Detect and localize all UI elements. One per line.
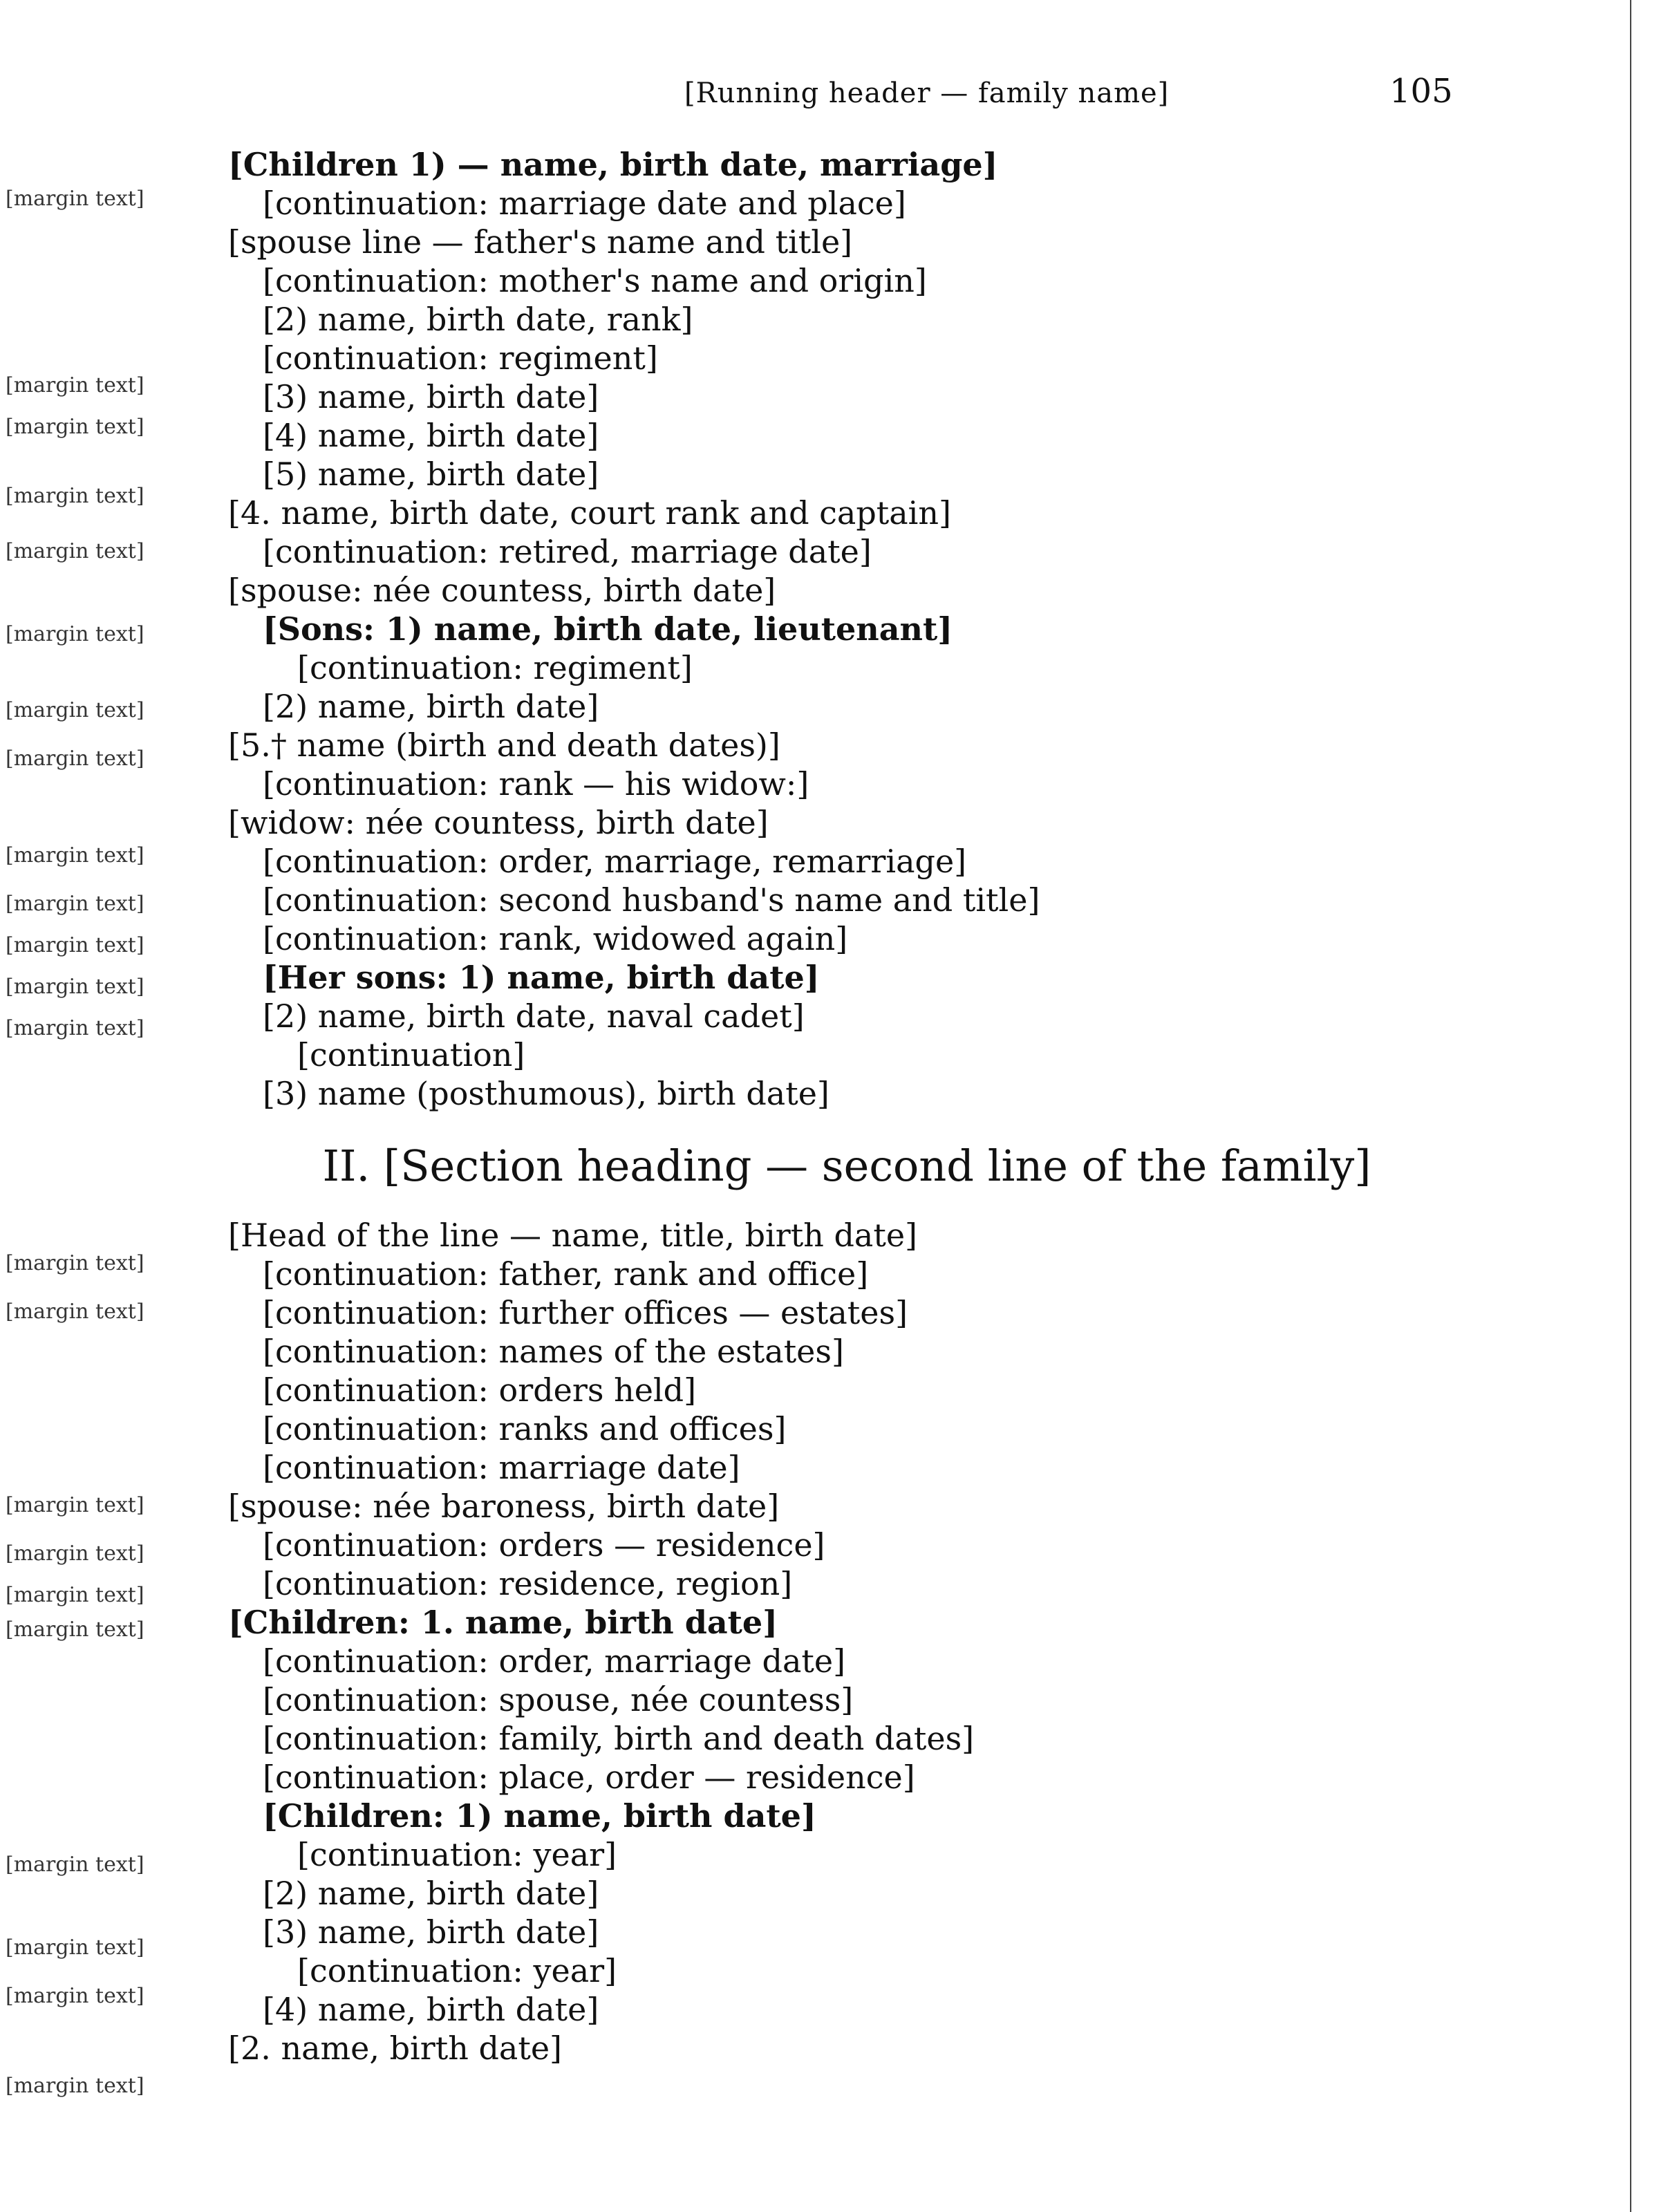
text-line: [5) name, birth date]: [263, 456, 599, 493]
text-line: [continuation: year]: [297, 1952, 617, 1989]
margin-text: [margin text]: [6, 1493, 144, 1517]
text-line: [continuation: family, birth and death dates]: [263, 1720, 975, 1757]
margin-text: [margin text]: [6, 1541, 144, 1566]
margin-text: [margin text]: [6, 1016, 144, 1040]
running-header: [Running header — family name]: [684, 77, 1170, 109]
text-line: [continuation: father, rank and office]: [263, 1255, 869, 1293]
text-line: [Sons: 1) name, birth date, lieutenant]: [263, 610, 953, 648]
margin-text: [margin text]: [6, 1853, 144, 1877]
page-body: [228, 145, 1465, 2068]
text-line: [continuation: year]: [297, 1836, 617, 1873]
text-line: [continuation: ranks and offices]: [263, 1410, 787, 1447]
text-line: [2) name, birth date, rank]: [263, 301, 693, 338]
margin-text: [margin text]: [6, 975, 144, 999]
text-line: [continuation: order, marriage, remarriage]: [263, 843, 967, 880]
text-line: [continuation: order, marriage date]: [263, 1642, 846, 1680]
margin-text: [margin text]: [6, 187, 144, 211]
text-line: [continuation: orders held]: [263, 1371, 697, 1409]
text-line: [2) name, birth date]: [263, 1875, 599, 1912]
text-line: [continuation: names of the estates]: [263, 1333, 844, 1370]
text-line: [spouse line — father's name and title]: [228, 223, 853, 261]
right-page-edge: [1630, 0, 1659, 2212]
page-number: 105: [1389, 72, 1453, 111]
margin-text: [margin text]: [6, 933, 144, 957]
text-line: [2) name, birth date, naval cadet]: [263, 997, 805, 1035]
text-line: [Her sons: 1) name, birth date]: [263, 959, 820, 996]
section-heading: II. [Section heading — second line of the family]: [322, 1141, 1371, 1191]
text-line: [continuation: orders — residence]: [263, 1526, 825, 1564]
margin-text: [margin text]: [6, 1618, 144, 1642]
text-line: [continuation: marriage date]: [263, 1449, 740, 1486]
text-line: [widow: née countess, birth date]: [228, 804, 769, 841]
left-margin-bleed: [0, 0, 207, 2212]
margin-text: [margin text]: [6, 1583, 144, 1607]
text-line: [continuation: place, order — residence]: [263, 1759, 915, 1796]
text-line: [2) name, birth date]: [263, 688, 599, 725]
text-line: [continuation: second husband's name and title]: [263, 881, 1040, 919]
text-line: [continuation: mother's name and origin]: [263, 262, 927, 299]
margin-text: [margin text]: [6, 622, 144, 646]
text-line: [Children: 1) name, birth date]: [263, 1797, 816, 1835]
text-line: [continuation: spouse, née countess]: [263, 1681, 854, 1718]
margin-text: [margin text]: [6, 373, 144, 397]
margin-text: [margin text]: [6, 747, 144, 771]
text-line: [continuation: rank, widowed again]: [263, 920, 848, 957]
text-line: [continuation: rank — his widow:]: [263, 765, 809, 803]
margin-text: [margin text]: [6, 698, 144, 722]
margin-text: [margin text]: [6, 1936, 144, 1960]
text-line: [4) name, birth date]: [263, 417, 599, 454]
text-line: [continuation]: [297, 1036, 525, 1074]
text-line: [3) name, birth date]: [263, 1913, 599, 1951]
text-line: [Children 1) — name, birth date, marriage]: [228, 146, 998, 183]
text-line: [2. name, birth date]: [228, 2030, 562, 2067]
text-line: [3) name (posthumous), birth date]: [263, 1075, 830, 1112]
text-line: [continuation: regiment]: [263, 339, 658, 377]
text-line: [continuation: retired, marriage date]: [263, 533, 872, 570]
text-line: [continuation: regiment]: [297, 649, 693, 686]
text-line: [Children: 1. name, birth date]: [228, 1604, 778, 1641]
margin-text: [margin text]: [6, 1300, 144, 1324]
margin-text: [margin text]: [6, 1251, 144, 1275]
text-line: [spouse: née countess, birth date]: [228, 572, 776, 609]
margin-text: [margin text]: [6, 892, 144, 916]
text-line: [3) name, birth date]: [263, 378, 599, 415]
text-line: [continuation: marriage date and place]: [263, 185, 906, 222]
text-line: [spouse: née baroness, birth date]: [228, 1488, 780, 1525]
margin-text: [margin text]: [6, 484, 144, 508]
text-line: [Head of the line — name, title, birth date]: [228, 1217, 917, 1254]
margin-text: [margin text]: [6, 415, 144, 439]
text-line: [continuation: further offices — estates]: [263, 1294, 908, 1331]
margin-text: [margin text]: [6, 2074, 144, 2098]
text-line: [4. name, birth date, court rank and captain]: [228, 494, 951, 532]
margin-text: [margin text]: [6, 1984, 144, 2008]
text-line: [4) name, birth date]: [263, 1991, 599, 2028]
margin-text: [margin text]: [6, 843, 144, 868]
text-line: [continuation: residence, region]: [263, 1565, 793, 1602]
text-line: [5.† name (birth and death dates)]: [228, 727, 780, 764]
margin-text: [margin text]: [6, 539, 144, 563]
